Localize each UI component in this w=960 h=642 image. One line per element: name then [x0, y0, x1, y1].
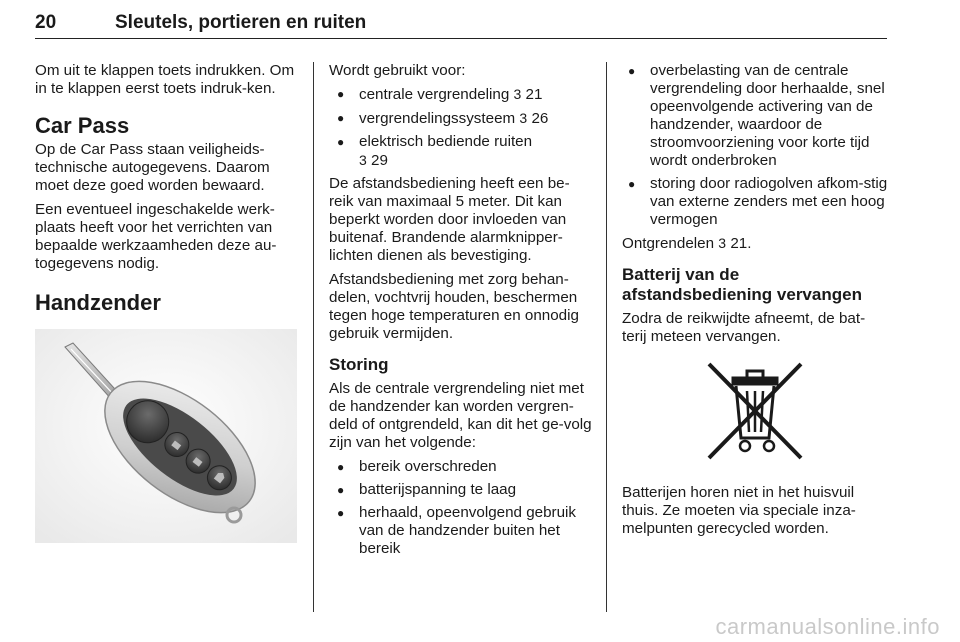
- intro-paragraph: Om uit te klappen toets indrukken. Om in te klappen eerst toets indruk-ken.: [35, 62, 295, 97]
- list-item: ● elektrisch bediende ruiten 3 29: [329, 133, 593, 170]
- page-number: 20: [35, 12, 57, 33]
- list-item: ● storing door radiogolven afkom-stig van externe zenders met een hoog vermogen: [622, 175, 888, 229]
- list-item: ● batterijspanning te laag: [329, 481, 593, 499]
- page-reference[interactable]: 21.: [730, 235, 752, 252]
- car-pass-paragraph-1: Op de Car Pass staan veiligheids-technische autogegevens. Daarom moet deze goed worden bewaard.: [35, 141, 270, 194]
- range-paragraph: De afstandsbediening heeft een be-reik van maximaal 5 meter. Dit kan beperkt worden door invloeden van buitenaf. Brandende alarmknipper-lichten dienen als bevestiging.: [329, 175, 570, 264]
- column-3: [622, 62, 888, 544]
- storing-heading: Storing: [329, 355, 389, 374]
- column-2: [329, 62, 593, 563]
- list-item: ● centrale vergrendeling 3 21: [329, 85, 593, 104]
- list-item: ● herhaald, opeenvolgend gebruik van de handzender buiten het bereik: [329, 504, 593, 558]
- column-1: [35, 62, 297, 543]
- causes-list: [329, 458, 593, 558]
- disposal-paragraph: Batterijen horen niet in het huisvuil thuis. Ze moeten via speciale inza-melpunten gerecycled worden.: [622, 484, 856, 537]
- uses-list: [329, 85, 593, 170]
- battery-heading: Batterij van de afstandsbediening vervangen: [622, 265, 862, 304]
- page-header: [35, 10, 887, 39]
- causes-list-continued: [622, 62, 888, 229]
- battery-paragraph: Zodra de reikwijdte afneemt, de bat-terij meteen vervangen.: [622, 310, 866, 345]
- watermark: carmanualsonline.info: [715, 614, 940, 639]
- unlock-reference: Ontgrendelen 3 21.: [622, 235, 752, 252]
- key-fob-photo: [35, 329, 297, 543]
- column-divider-1: [313, 62, 314, 612]
- used-for-text: Wordt gebruikt voor:: [329, 62, 466, 79]
- reference-icon: 3: [513, 86, 522, 102]
- page-reference[interactable]: 21: [525, 86, 543, 103]
- care-paragraph: Afstandsbediening met zorg behan-delen, vochtvrij houden, beschermen tegen hoge temperaturen en onnodig gebruik vermijden.: [329, 271, 579, 342]
- reference-icon: 3: [359, 152, 367, 168]
- crossed-out-bin-icon: [703, 358, 807, 462]
- list-item: ● vergrendelingssysteem 3 26: [329, 109, 593, 128]
- car-pass-paragraph-2: Een eventueel ingeschakelde werk-plaats heeft voor het verrichten van bepaalde werkzaamheden deze au-togegevens nodig.: [35, 201, 277, 272]
- reference-icon: 3: [519, 110, 528, 126]
- car-pass-heading: Car Pass: [35, 113, 130, 138]
- list-item: ● overbelasting van de centrale vergrendeling door herhaalde, snel opeenvolgende activering van de handzender, waardoor de stroomvoorziening voor korte tijd wordt onderbroken: [622, 62, 888, 170]
- page-reference[interactable]: 29: [371, 152, 388, 169]
- running-title: Sleutels, portieren en ruiten: [115, 12, 367, 33]
- list-item: ● bereik overschreden: [329, 458, 593, 476]
- reference-icon: 3: [718, 235, 727, 251]
- storing-paragraph: Als de centrale vergrendeling niet met de handzender kan worden vergren-deld of ontgrendeld, kan dit het ge-volg zijn van het volgende:: [329, 380, 592, 451]
- column-divider-2: [606, 62, 607, 612]
- handzender-heading: Handzender: [35, 290, 161, 315]
- page-reference[interactable]: 26: [531, 110, 549, 127]
